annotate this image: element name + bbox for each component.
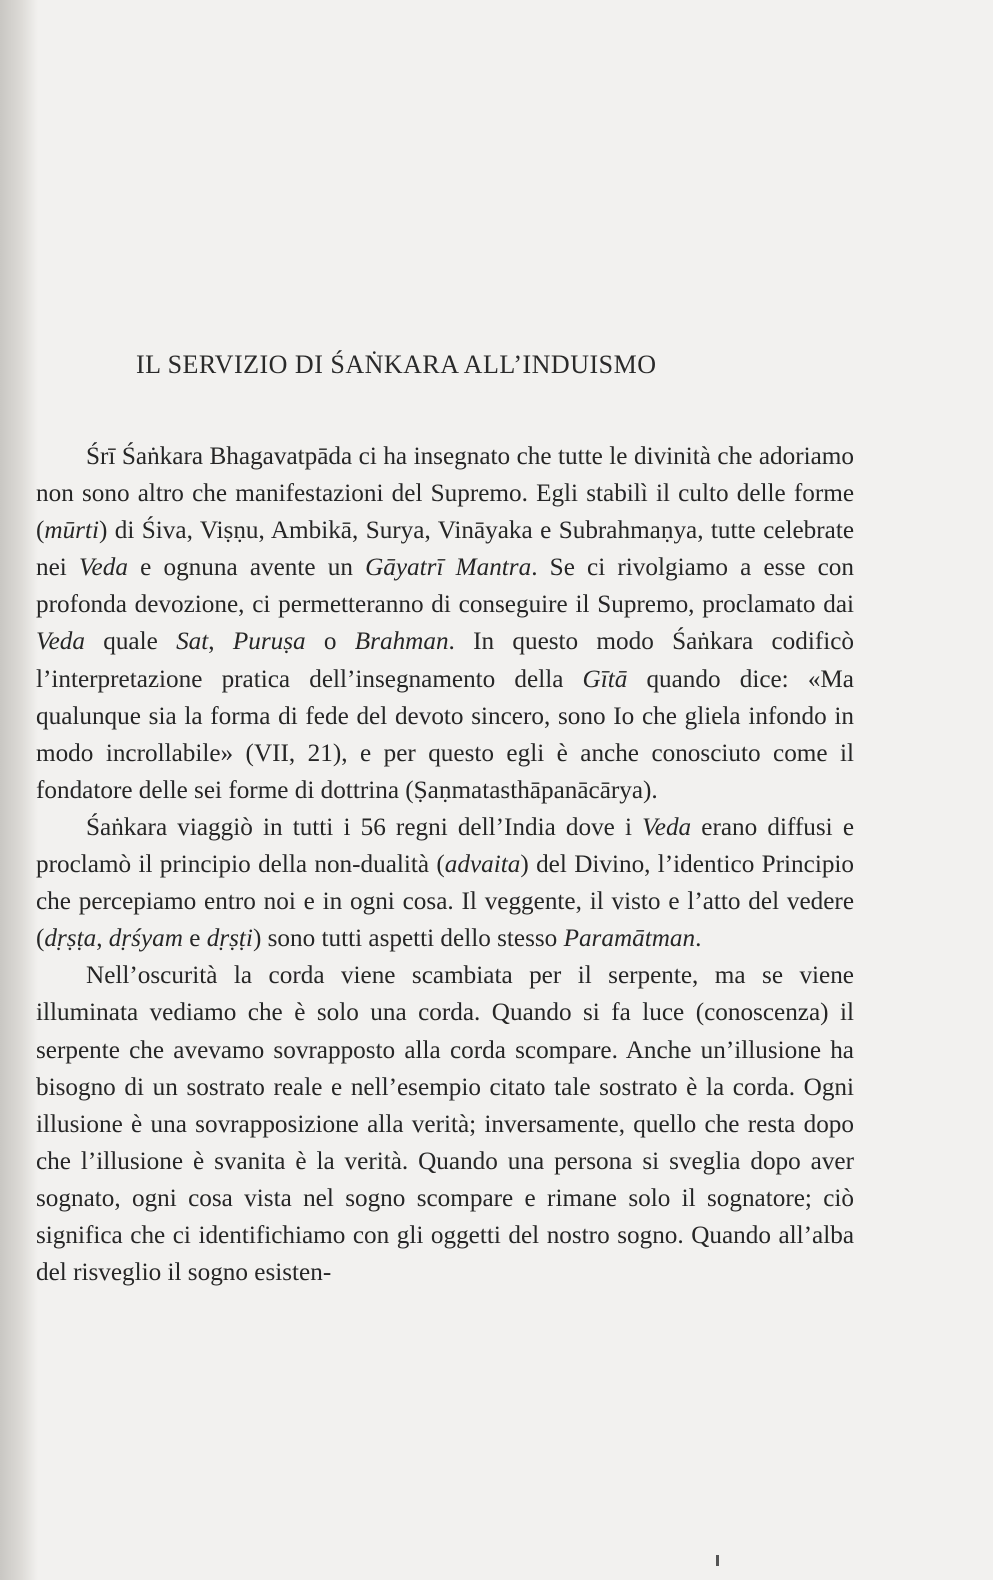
text-run: . <box>695 925 702 953</box>
paragraph <box>36 809 854 957</box>
italic-term: Paramātman <box>563 925 696 953</box>
text-run: . Se ci rivolgiamo a esse con profonda devozione, ci permetteranno di conseguire il Supremo, proclamato dai <box>36 554 854 619</box>
italic-term: dṛṣṭi <box>206 925 253 953</box>
italic-term: Veda <box>78 554 128 582</box>
italic-term: Puruṣa <box>232 628 306 656</box>
text-run: ) sono tutti aspetti dello stesso <box>252 925 564 953</box>
italic-term: mūrti <box>44 517 99 545</box>
italic-term: Brahman <box>354 628 449 656</box>
text-run: e ognuna avente un <box>127 554 366 582</box>
italic-term: dṛśyam <box>108 925 183 953</box>
text-run: , <box>96 925 109 953</box>
text-run: Nell’oscurità la corda viene scambiata per il serpente, ma se viene illuminata vediamo che è solo una corda. Quando si fa luce (conoscenza) il serpente che avevamo sovrapposto alla corda scompare. Anche un’illusione ha bisogno di un sostrato reale e nell’esempio citato tale sostrato è la corda. Ogni illusione è una sovrapposizione alla verità; inversamente, quello che resta dopo che l’illusione è svanita è la verità. Quando una persona si sveglia dopo aver sognato, ogni cosa vista nel sogno scompare e rimane solo il sognatore; ciò significa che ci identifichiamo con gli oggetti del nostro sogno. Quando all’alba del risveglio il sogno esisten- <box>36 962 854 1287</box>
text-run: . In questo modo Śaṅkara codificò l’interpretazione pratica dell’insegnamento della <box>36 628 855 693</box>
italic-term: Veda <box>642 813 692 841</box>
italic-term: Gītā <box>582 665 628 693</box>
italic-term: advaita <box>444 851 521 879</box>
text-run: quale <box>84 628 177 656</box>
print-mark <box>716 1555 719 1566</box>
paragraph <box>36 957 854 1291</box>
chapter-title: IL SERVIZIO DI ŚAṄKARA ALL’INDUISMO <box>136 350 657 379</box>
text-run: , <box>208 628 233 656</box>
text-run: Śaṅkara viaggiò in tutti i 56 regni dell’India dove i <box>86 813 643 841</box>
italic-term: Veda <box>36 628 85 656</box>
italic-term: Gāyatrī Mantra <box>365 554 532 582</box>
body-text <box>36 438 854 1291</box>
text-run: ) del Divino, l’identico Principio che percepiamo entro noi e in ogni cosa. Il veggente, il visto e l’atto del vedere ( <box>36 851 855 953</box>
text-run: quando dice: «Ma qualunque sia la forma di fede del devoto sincero, sono Io che gliela infondo in modo incrollabile» (VII, 21), e per questo egli è anche conosciuto come il fondatore delle sei forme di dottrina (Ṣaṇmatasthāpanācārya). <box>36 665 854 804</box>
italic-term: dṛṣṭa <box>44 925 97 953</box>
text-run: Śrī Śaṅkara Bhagavatpāda ci ha insegnato che tutte le divinità che adoriamo non sono altro che manifestazioni del Supremo. Egli stabilì il culto delle forme ( <box>36 443 854 545</box>
paragraph <box>36 438 854 809</box>
text-run: ) di Śiva, Viṣṇu, Ambikā, Surya, Vināyaka e Subrahmaṇya, tutte celebrate nei <box>36 517 854 582</box>
text-run: e <box>182 925 207 953</box>
italic-term: Sat <box>176 628 209 656</box>
text-run: o <box>305 628 355 656</box>
text-run: erano diffusi e proclamò il principio della non-dualità ( <box>36 813 855 879</box>
